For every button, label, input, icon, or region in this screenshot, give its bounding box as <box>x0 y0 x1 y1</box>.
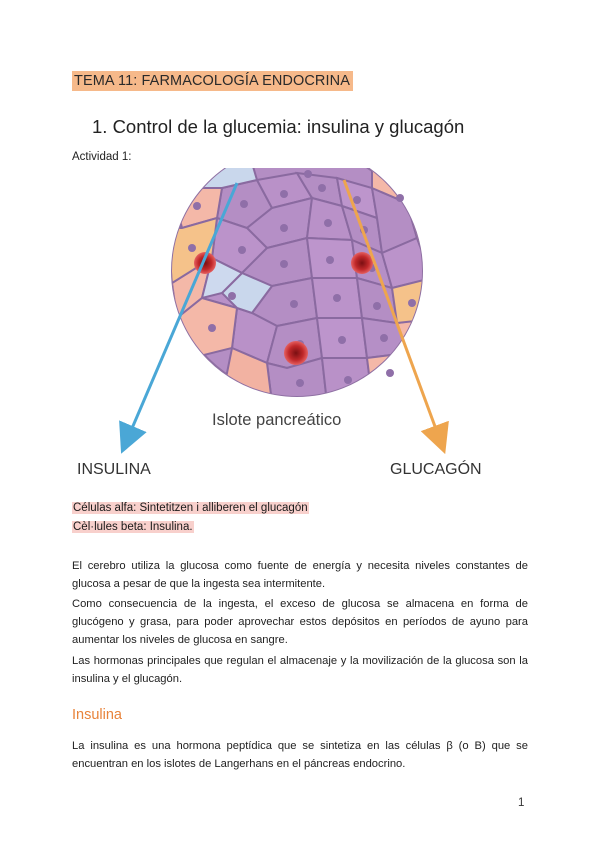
alpha-cells-note: Células alfa: Sintetitzen i alliberen el glucagón <box>73 502 308 514</box>
subsection-heading: Insulina <box>72 707 122 723</box>
capillary-right <box>351 252 373 274</box>
beta-cells-note: Cèl·lules beta: Insulina. <box>73 521 193 533</box>
insulin-label: INSULINA <box>77 461 151 478</box>
capillary-bottom <box>284 341 308 365</box>
document-title: TEMA 11: FARMACOLOGÍA ENDOCRINA <box>72 71 353 91</box>
islet-caption: Islote pancreático <box>212 411 342 429</box>
activity-label: Actividad 1: <box>72 151 132 163</box>
glucagon-label: GLUCAGÓN <box>390 461 482 478</box>
cell-notes <box>72 499 309 537</box>
page-number: 1 <box>518 797 525 809</box>
pancreatic-islet-figure <box>72 168 532 490</box>
islet-diagram <box>72 168 532 490</box>
paragraph-1: El cerebro utiliza la glucosa como fuente de energía y necesita niveles constantes de glucosa a pesar de que la ingesta sea intermitente. <box>72 560 528 591</box>
paragraph-3: Las hormonas principales que regulan el almacenaje y la movilización de la glucosa son la insulina y el glucagón. <box>72 655 528 686</box>
paragraph-2: Como consecuencia de la ingesta, el exceso de glucosa se almacena en forma de glucógeno y grasa, para poder aprovechar estos depósitos en períodos de ayuno para aumentar los niveles de glucosa en sangre. <box>72 598 528 647</box>
insulin-paragraph: La insulina es una hormona peptídica que se sintetiza en las células β (o B) que se encuentran en los islotes de Langerhans en el páncreas endocrino. <box>72 740 528 771</box>
islet-cells <box>167 168 442 403</box>
section-heading: 1. Control de la glucemia: insulina y glucagón <box>92 116 465 137</box>
